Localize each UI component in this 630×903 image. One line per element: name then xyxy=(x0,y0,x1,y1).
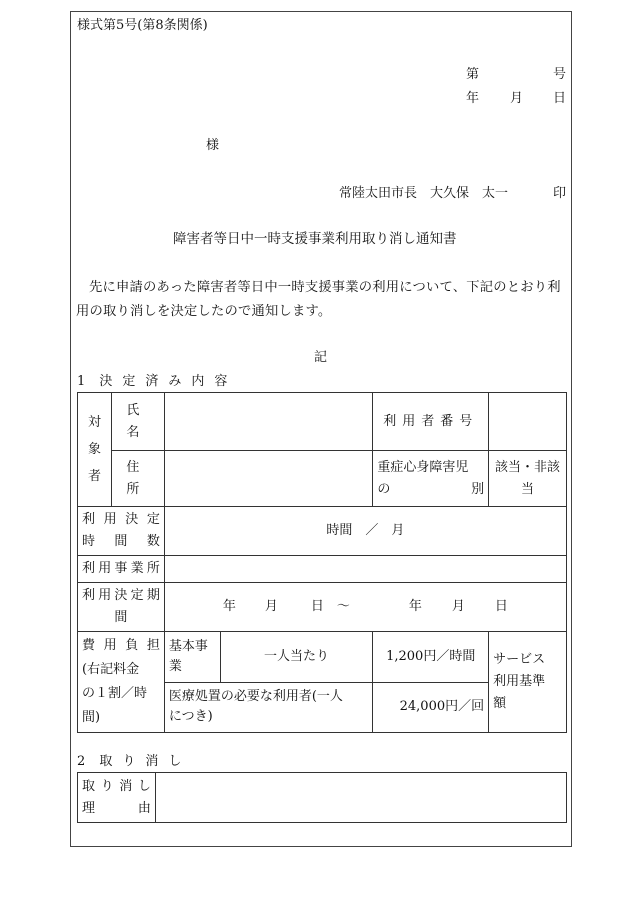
body-text: 先に申請のあった障害者等日中一時支援事業の利用について、下記のとおり利用の取り消しを決定したので通知します。 xyxy=(76,280,561,319)
user-no-value[interactable] xyxy=(489,393,567,451)
number-suffix: 号 xyxy=(553,67,567,82)
ki-label: 記 xyxy=(314,350,328,365)
service-label-line3: 額 xyxy=(493,696,507,711)
issuer: 常陸太田市長 大久保 太一 xyxy=(339,186,509,201)
disability-label xyxy=(373,451,489,507)
reason-value[interactable] xyxy=(155,773,566,823)
period-day1: 日 ～ xyxy=(310,599,350,614)
period-year1: 年 xyxy=(222,599,236,614)
facility-value[interactable] xyxy=(164,556,566,583)
facility-label: 利用事業所 xyxy=(78,556,165,583)
reason-label-line1: 取り消し xyxy=(82,778,151,794)
period-label-line1: 利用決定期 xyxy=(82,588,160,603)
cost-label-line4: 間) xyxy=(82,710,101,725)
disability-label-line1: 重症心身障害児 xyxy=(377,459,469,475)
hours-label xyxy=(78,507,165,556)
section2-number: 2 xyxy=(77,754,86,769)
disability-value[interactable] xyxy=(489,451,567,507)
basic-label-line2: 業 xyxy=(168,658,182,674)
subject-label-cell xyxy=(78,393,112,507)
section1-heading xyxy=(77,375,237,388)
form-label: 様式第5号(第8条関係) xyxy=(77,18,208,33)
section2-title: 取り消し xyxy=(99,754,192,769)
service-label-line1: サービス xyxy=(493,652,546,667)
cost-label-line3: の１割／時 xyxy=(82,686,148,701)
date-day: 日 xyxy=(553,91,567,106)
disability-value-line2: 当 xyxy=(521,481,535,497)
cost-label xyxy=(78,632,165,733)
hours-value[interactable]: 時間 ／ 月 xyxy=(164,507,566,556)
per-person-price: 1,200円／時間 xyxy=(373,632,489,683)
basic-label xyxy=(164,632,220,683)
name-value[interactable] xyxy=(164,393,372,451)
decision-table xyxy=(77,392,567,733)
number-prefix: 第 xyxy=(466,67,480,82)
disability-label-line2 xyxy=(377,479,484,501)
period-label-line2: 間 xyxy=(114,610,128,625)
cost-label-line1: 費用負担 xyxy=(82,638,160,653)
seal-mark: 印 xyxy=(553,186,567,201)
per-person-label: 一人当たり xyxy=(220,632,373,683)
period-day2: 日 xyxy=(494,599,508,614)
medical-label-line1: 医療処置の必要な利用者(一人 xyxy=(168,689,343,705)
medical-label-line2: につき) xyxy=(168,709,213,725)
disability-label-no: の xyxy=(377,481,391,497)
subject-label: 対象者 xyxy=(87,415,101,484)
basic-label-line1: 基本事 xyxy=(168,638,208,654)
hours-label-line2: 時間数 xyxy=(82,534,160,549)
service-label-line2: 利用基準 xyxy=(493,674,546,689)
disability-label-betsu: 別 xyxy=(471,481,485,497)
service-label xyxy=(489,632,567,733)
reason-label xyxy=(78,773,156,823)
reason-label-line2: 理由 xyxy=(82,800,151,816)
medical-price: 24,000円／回 xyxy=(373,682,489,733)
period-month2: 月 xyxy=(451,599,465,614)
addressee-suffix: 様 xyxy=(206,138,220,153)
document-title: 障害者等日中一時支援事業利用取り消し通知書 xyxy=(173,231,457,247)
cancellation-table xyxy=(77,772,567,823)
name-label: 氏名 xyxy=(111,393,164,451)
period-value[interactable] xyxy=(164,583,566,632)
section1-title: 決定済み内容 xyxy=(99,374,238,389)
section2-heading xyxy=(77,755,191,768)
address-value[interactable] xyxy=(164,451,372,507)
date-year: 年 xyxy=(466,91,480,106)
medical-label xyxy=(164,682,372,733)
date-month: 月 xyxy=(510,91,524,106)
period-month1: 月 xyxy=(264,599,278,614)
period-year2: 年 xyxy=(408,599,422,614)
address-label: 住所 xyxy=(111,451,164,507)
hours-label-line1: 利用決定 xyxy=(82,512,160,527)
cost-label-line2: (右記料金 xyxy=(82,662,140,677)
section1-number: 1 xyxy=(77,374,86,389)
disability-value-line1: 該当・非該 xyxy=(495,459,561,475)
period-label xyxy=(78,583,165,632)
user-no-label: 利用者番号 xyxy=(373,393,489,451)
